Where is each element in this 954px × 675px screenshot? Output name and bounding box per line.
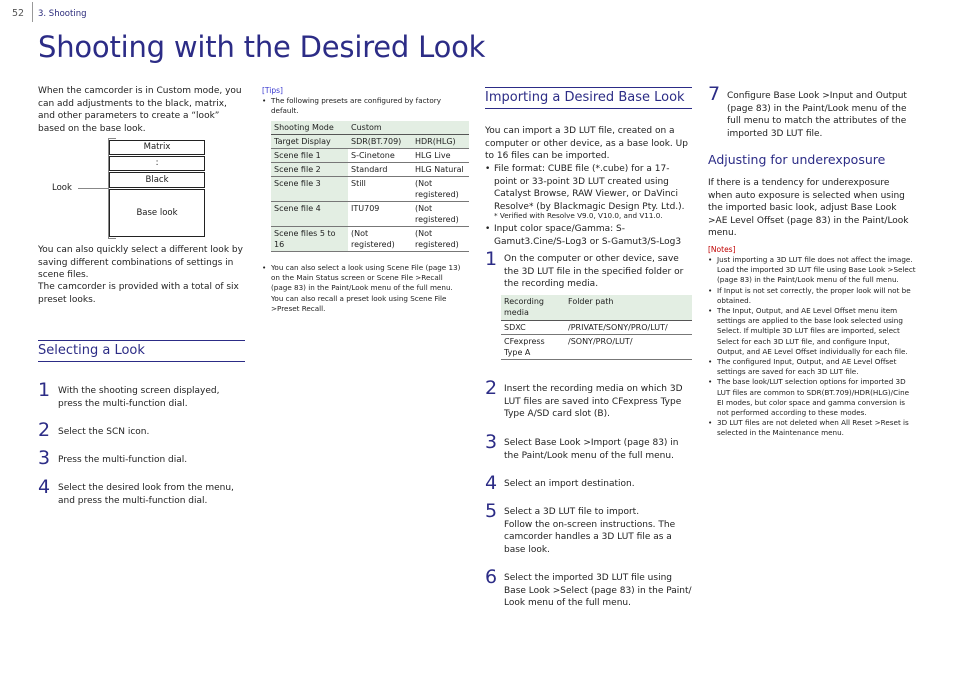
base-look-box: Base look [109,189,205,237]
bullet-item: • Input color space/Gamma: S-Gamut3.Cine/S-Log3 or S-Gamut3/S-Log3 [485,223,690,248]
page-title: Shooting with the Desired Look [38,30,486,64]
note-item: • The configured Input, Output, and AE Level Offset settings are saved for each 3D LUT file. [708,357,916,377]
scene-files-paragraph: You can also quickly select a different look by saving different combinations of settings in scene files. [38,245,243,281]
note-item: • The base look/LUT selection options for imported 3D LUT files are common to SDR(BT.709)/HDR(HLG)/Cine EI modes, but color space and gamma conversion is not performed according to these modes. [708,377,916,418]
page-number: 52 [12,8,25,19]
step-number: 3 [38,447,51,469]
table-header-row [501,295,692,321]
step-text: Select the imported 3D LUT file using Base Look >Select (page 83) in the Paint/ Look menu of the full menu. [504,573,692,609]
tips-label: [Tips] [262,86,283,95]
table-row: Target Display SDR(BT.709) HDR(HLG) [271,135,469,149]
table-row: Scene file 1 S-Cinetone HLG Live [271,149,469,163]
header-cell: Folder path [565,295,692,321]
matrix-box: Matrix [109,140,205,155]
table-row: Scene file 2 Standard HLG Natural [271,163,469,177]
import-bullets-1 [485,163,690,213]
notes-list [708,255,916,439]
header-cell: Custom [348,121,469,135]
step-number: 4 [485,472,498,494]
step-number: 4 [38,476,51,498]
import-intro: You can import a 3D LUT file, created on a computer or other device, as a base look. Up to 16 files can be imported. [485,126,688,162]
bullet-item: • File format: CUBE file (*.cube) for a 17-point or 33-point 3D LUT created using Catalyst Browse, RAW Viewer, or DaVinci Resolve* (by Blackmagic Design Pty. Ltd.). [485,163,690,213]
note-item: • 3D LUT files are not deleted when All Reset >Reset is selected in the Maintenance menu. [708,418,916,438]
note-item: • Just importing a 3D LUT file does not affect the image. Load the imported 3D LUT file using Base Look >Select (page 83) in the Paint/Look menu of the full menu. [708,255,916,286]
step-number: 5 [485,500,498,522]
table-row: Scene file 4 ITU709 (Not registered) [271,202,469,227]
dots-box: : [109,156,205,171]
step-text: Select a 3D LUT file to import. Follow the on-screen instructions. The camcorder handles a 3D LUT file as a base look. [504,507,676,555]
preset-looks-paragraph: The camcorder is provided with a total of six preset looks. [38,282,239,305]
underexposure-intro: If there is a tendency for underexposure when auto exposure is selected when using the imported basic look, adjust Base Look >AE Level Offset (page 83) in the Paint/Look menu. [708,178,909,239]
tips-list-1 [262,96,462,116]
section-title-underexposure: Adjusting for underexposure [708,152,886,167]
import-bullets-2 [485,223,690,248]
footnote: * Verified with Resolve V9.0, V10.0, and V11.0. [494,211,663,220]
table-row: Scene file 3 Still (Not registered) [271,177,469,202]
look-label: Look [52,183,72,193]
step-text: Insert the recording media on which 3D LUT files are saved into CFexpress Type Type A/SD card slot (B). [504,384,683,420]
step-text: With the shooting screen displayed, press the multi-function dial. [58,386,220,409]
header-divider [32,2,33,22]
step-number: 2 [38,419,51,441]
step-text: Select Base Look >Import (page 83) in the Paint/Look menu of the full menu. [504,438,679,461]
look-diagram [38,136,248,242]
tip-item: • The following presets are configured by factory default. [262,96,462,116]
folder-table [501,295,692,360]
tip-item: • You can also select a look using Scene File (page 13) on the Main Status screen or Scene File >Recall (page 83) in the Paint/Look menu of the full menu. You can also recall a preset look using Scene File >Preset Recall. [262,263,462,314]
preset-table [271,121,469,252]
header-cell: Shooting Mode [271,121,348,135]
step-number: 3 [485,431,498,453]
step-text: Select the desired look from the menu, and press the multi-function dial. [58,483,234,506]
note-item: • If Input is not set correctly, the proper look will not be obtained. [708,286,916,306]
intro-paragraph: When the camcorder is in Custom mode, you can add adjustments to the black, matrix, and other parameters to create a “look” based on the base look. [38,86,242,134]
section-title-importing: Importing a Desired Base Look [485,90,685,105]
step-number: 6 [485,566,498,588]
step-number: 1 [485,248,498,270]
step-text: Press the multi-function dial. [58,455,188,465]
table-row: CFexpress Type A /SONY/PRO/LUT/ [501,335,692,360]
step-text: Configure Base Look >Input and Output (page 83) in the Paint/Look menu of the full menu to match the attributes of the imported 3D LUT file. [727,91,907,139]
step-text: Select an import destination. [504,479,635,489]
step-text: On the computer or other device, save the 3D LUT file in the specified folder or the recording media. [504,254,684,290]
table-row: SDXC /PRIVATE/SONY/PRO/LUT/ [501,321,692,335]
step-number: 7 [708,83,721,105]
note-item: • The Input, Output, and AE Level Offset menu item settings are applied to the base look selected using Select. If multiple 3D LUT files are imported, select Select for each 3D LUT file, and configure Input, Output, and AE Level Offset individually for each file. [708,306,916,357]
tips-list-2 [262,263,462,314]
step-number: 1 [38,379,51,401]
table-row: Scene files 5 to 16 (Not registered) (Not registered) [271,227,469,252]
step-number: 2 [485,377,498,399]
notes-label: [Notes] [708,245,736,254]
black-box: Black [109,172,205,188]
breadcrumb[interactable]: 3. Shooting [38,9,87,19]
section-title-selecting-look: Selecting a Look [38,343,145,358]
step-text: Select the SCN icon. [58,427,150,437]
table-header-row [271,121,469,135]
header-cell: Recording media [501,295,565,321]
